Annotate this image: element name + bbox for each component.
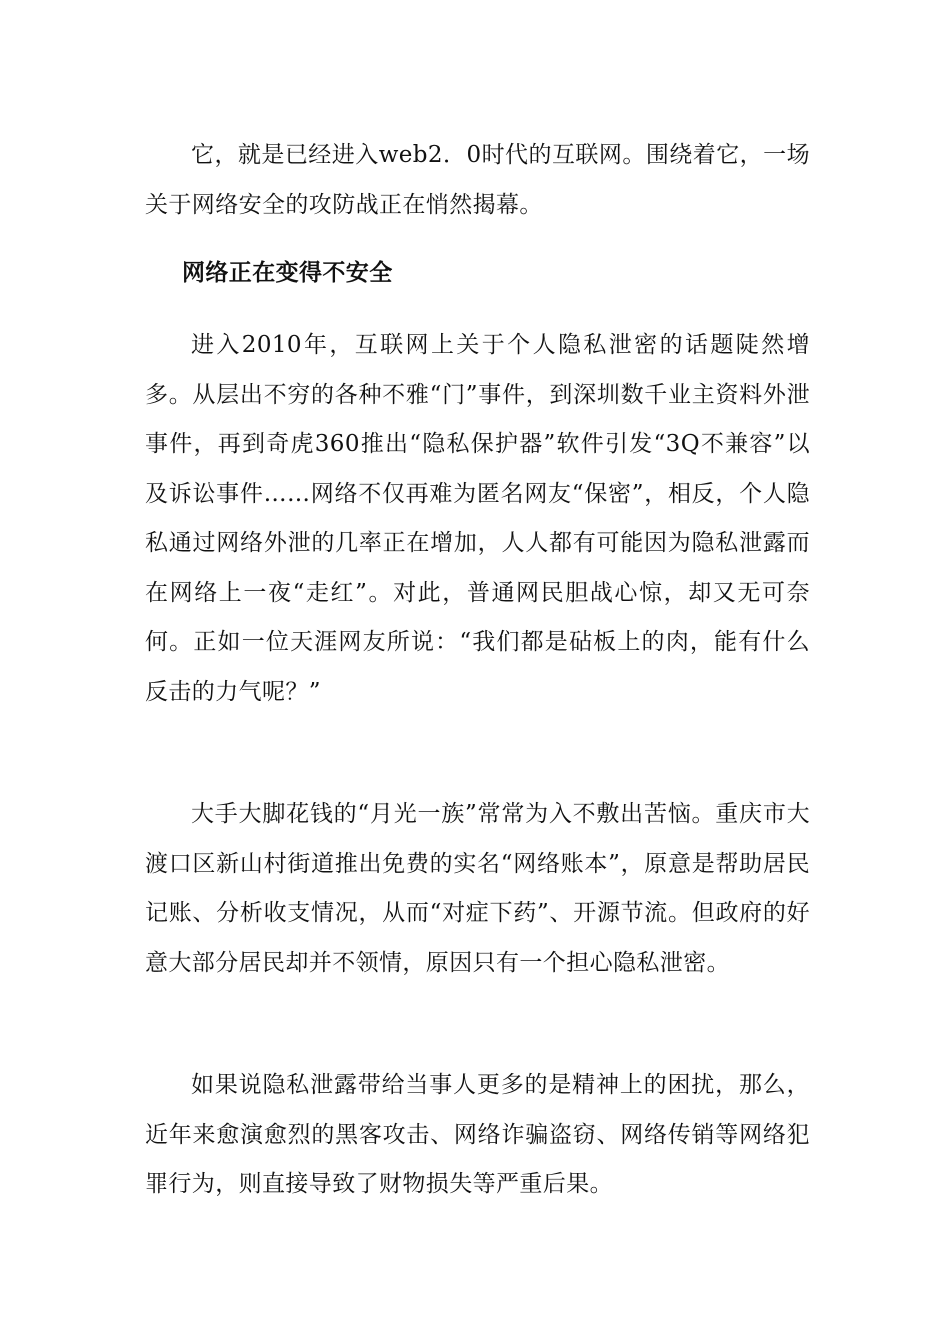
document-page — [145, 0, 810, 1344]
paragraph-cybercrime: 如果说隐私泄露带给当事人更多的是精神上的困扰，那么，近年来愈演愈烈的黑客攻击、网络诈骗盗窃、网络传销等网络犯罪行为，则直接导致了财物损失等严重后果。 — [145, 1072, 810, 1197]
paragraph-intro: 它，就是已经进入web2．0时代的互联网。围绕着它，一场关于网络安全的攻防战正在悄然揭幕。 — [145, 142, 810, 218]
section-heading: 网络正在变得不安全 — [182, 259, 393, 286]
paragraph-online-ledger: 大手大脚花钱的“月光一族”常常为入不敷出苦恼。重庆市大渡口区新山村街道推出免费的实名“网络账本”，原意是帮助居民记账、分析收支情况，从而“对症下药”、开源节流。但政府的好意大部分居民却并不领情，原因只有一个担心隐私泄密。 — [145, 801, 810, 976]
paragraph-privacy-leaks: 进入2010年，互联网上关于个人隐私泄密的话题陡然增多。从层出不穷的各种不雅“门”事件，到深圳数千业主资料外泄事件，再到奇虎360推出“隐私保护器”软件引发“3Q不兼容”以及诉讼事件……网络不仅再难为匿名网友“保密”，相反，个人隐私通过网络外泄的几率正在增加，人人都有可能因为隐私泄露而在网络上一夜“走红”。对此，普通网民胆战心惊，却又无可奈何。正如一位天涯网友所说：“我们都是砧板上的肉，能有什么反击的力气呢？” — [145, 332, 810, 705]
